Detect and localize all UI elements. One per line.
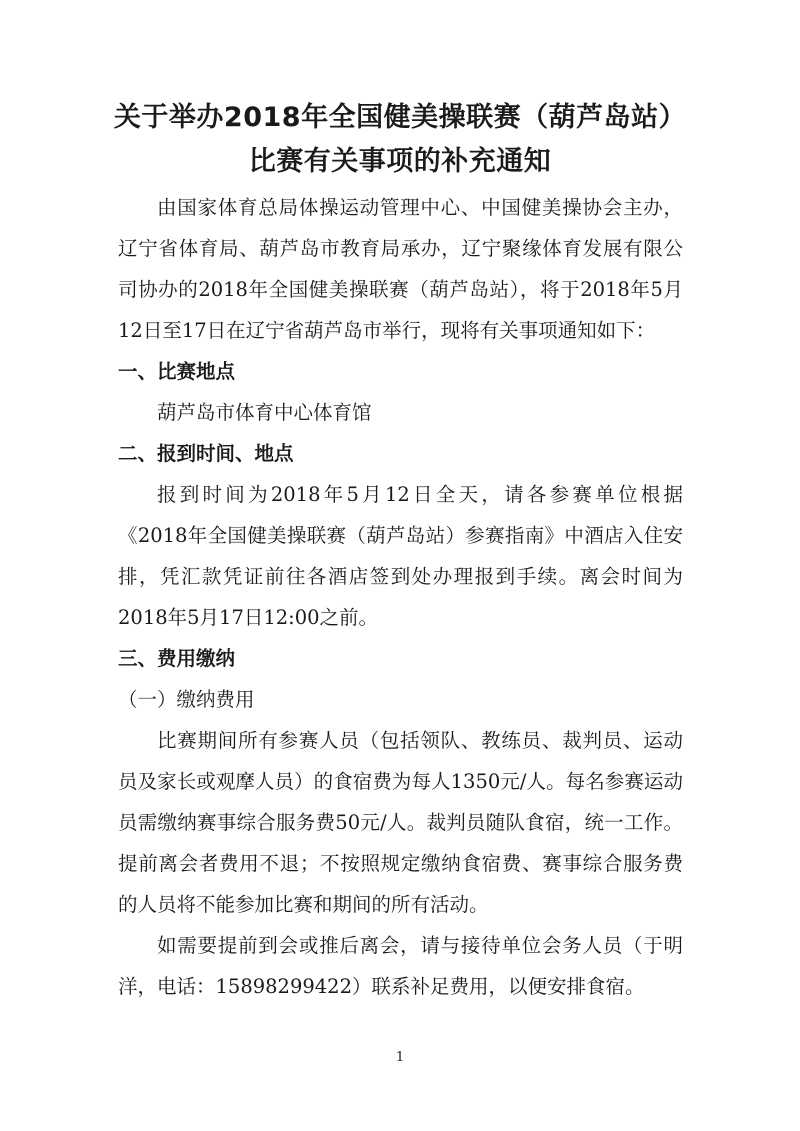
registration-paragraph: 报到时间为2018年5月12日全天，请各参赛单位根据《2018年全国健美操联赛（葫芦岛站）参赛指南》中酒店入住安排，凭汇款凭证前往各酒店签到处办理报到手续。离会时间为2018年5月17日12:00之前。 — [118, 483, 683, 629]
contact-paragraph: 如需要提前到会或推后离会，请与接待单位会务人员（于明洋，电话：15898299422）联系补足费用，以便安排食宿。 — [118, 934, 683, 998]
document-title-line2: 比赛有关事项的补充通知 — [248, 146, 552, 177]
document-body — [118, 187, 683, 1007]
venue-text: 葫芦岛市体育中心体育馆 — [157, 401, 372, 424]
document-title-line1: 关于举办2018年全国健美操联赛（葫芦岛站） — [113, 102, 687, 133]
section3-subheading: （一）缴纳费用 — [118, 688, 255, 711]
section2-heading: 二、报到时间、地点 — [118, 442, 294, 465]
page-number: 1 — [395, 1050, 405, 1065]
section3-heading: 三、费用缴纳 — [118, 647, 236, 670]
fees-paragraph: 比赛期间所有参赛人员（包括领队、教练员、裁判员、运动员及家长或观摩人员）的食宿费为每人1350元/人。每名参赛运动员需缴纳赛事综合服务费50元/人。裁判员随队食宿，统一工作。提前离会者费用不退；不按照规定缴纳食宿费、赛事综合服务费的人员将不能参加比赛和期间的所有活动。 — [118, 729, 683, 916]
section1-heading: 一、比赛地点 — [118, 360, 236, 383]
intro-paragraph: 由国家体育总局体操运动管理中心、中国健美操协会主办，辽宁省体育局、葫芦岛市教育局承办，辽宁聚缘体育发展有限公司协办的2018年全国健美操联赛（葫芦岛站），将于2018年5月12日至17日在辽宁省葫芦岛市举行，现将有关事项通知如下： — [118, 196, 683, 342]
